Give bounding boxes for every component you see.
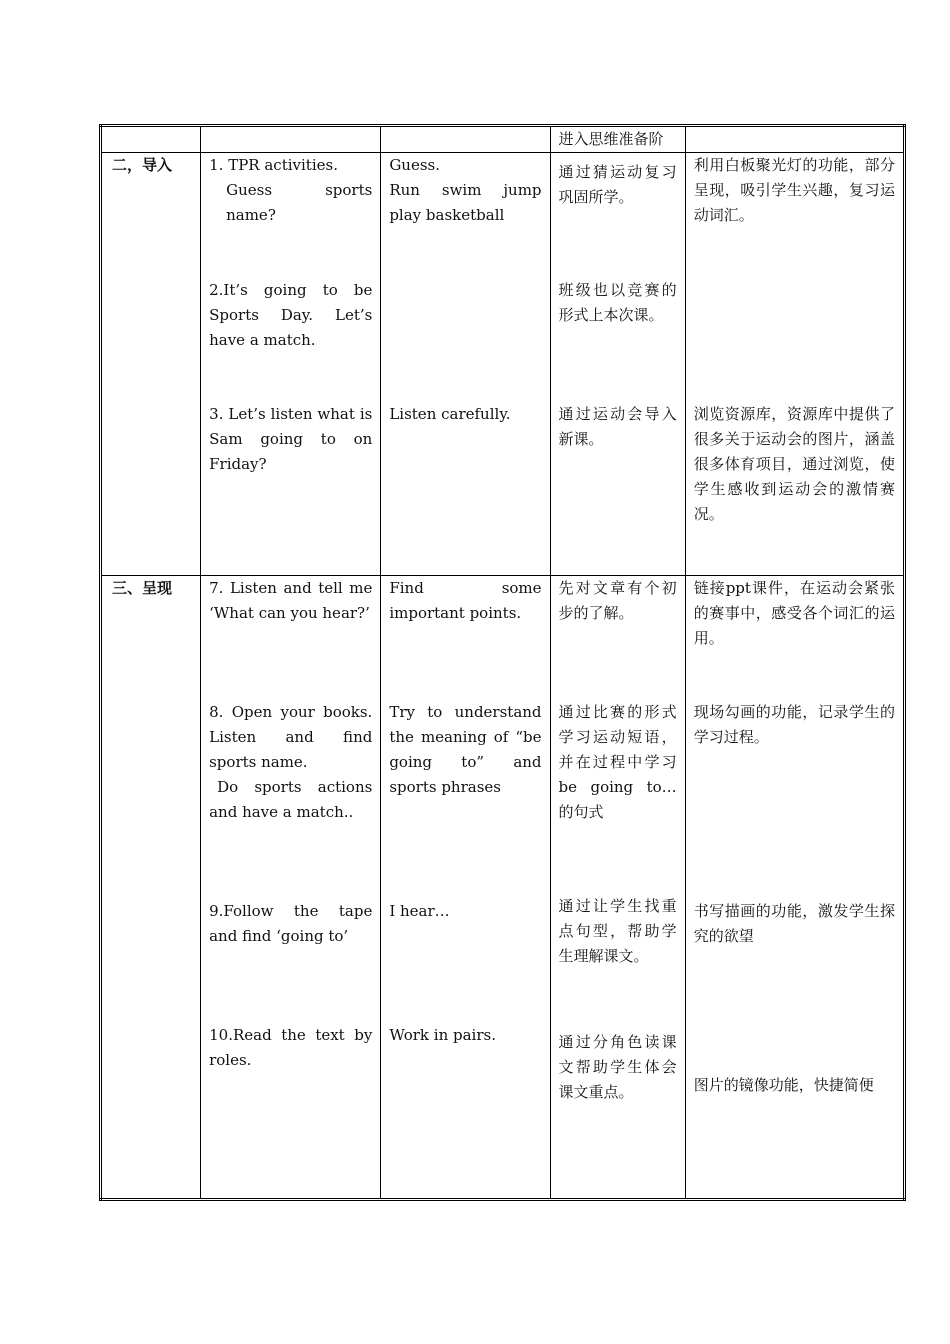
- student-text: Find some important points.: [389, 579, 542, 622]
- teacher-text: 2.It’s going to be Sports Day. Let’s have a match.: [209, 281, 373, 349]
- stage-label: 二，导入: [101, 153, 201, 576]
- purpose-text: 班级也以竞赛的形式上本次课。: [558, 281, 677, 324]
- media-text: 现场勾画的功能，记录学生的学习过程。: [693, 703, 895, 746]
- purpose-text: 通过让学生找重点句型，帮助学生理解课文。: [558, 897, 677, 965]
- purpose-text: 进入思维准备阶: [558, 130, 664, 148]
- teacher-text: 8. Open your books. Listen and find sports name.: [209, 703, 373, 771]
- purpose-text: 通过猜运动复习巩固所学。: [558, 163, 677, 206]
- purpose-cell: [550, 576, 685, 1200]
- table-cell: [381, 126, 550, 153]
- purpose-cell: [550, 153, 685, 576]
- table-row: [101, 576, 905, 1200]
- purpose-text: 通过比赛的形式学习运动短语，并在过程中学习be going to… 的句式: [558, 703, 677, 821]
- table-row: [101, 126, 905, 153]
- teacher-activity-cell: [201, 576, 381, 1200]
- student-text: Run swim jump play basketball: [389, 181, 542, 224]
- student-activity-cell: [381, 576, 550, 1200]
- purpose-text: 通过分角色读课文帮助学生体会课文重点。: [558, 1033, 677, 1101]
- media-cell: [685, 153, 904, 576]
- student-text: Listen carefully.: [389, 405, 511, 423]
- media-cell: [685, 576, 904, 1200]
- lesson-plan-table: [99, 124, 906, 1201]
- teacher-text: 3. Let’s listen what is Sam going to on Friday?: [209, 405, 373, 473]
- teacher-activity-cell: [201, 153, 381, 576]
- media-text: 书写描画的功能，激发学生探究的欲望: [693, 902, 895, 945]
- purpose-text: 通过运动会导入新课。: [558, 405, 677, 448]
- table-row: [101, 153, 905, 576]
- teacher-text: Guess sports name?: [226, 181, 373, 224]
- teacher-text: 9.Follow the tape and find ‘going to’: [209, 902, 373, 945]
- student-text: I hear…: [389, 902, 450, 920]
- teacher-text: 10.Read the text by roles.: [209, 1026, 373, 1069]
- student-text: Work in pairs.: [389, 1026, 496, 1044]
- purpose-text: 先对文章有个初步的了解。: [558, 579, 677, 622]
- media-text: 浏览资源库，资源库中提供了很多关于运动会的图片，涵盖很多体育项目，通过浏览，使学生感收到运动会的激情赛况。: [693, 405, 895, 523]
- student-activity-cell: [381, 153, 550, 576]
- teacher-text: 7. Listen and tell me ‘What can you hear?’: [209, 579, 373, 622]
- media-text: 链接ppt课件，在运动会紧张的赛事中，感受各个词汇的运用。: [693, 579, 895, 647]
- media-text: 利用白板聚光灯的功能，部分呈现，吸引学生兴趣，复习运动词汇。: [693, 156, 895, 224]
- teacher-text: Do sports actions and have a match..: [209, 778, 373, 821]
- media-text: 图片的镜像功能，快捷简便: [693, 1076, 874, 1094]
- stage-label: 三、呈现: [101, 576, 201, 1200]
- student-text: Try to understand the meaning of “be going to” and sports phrases: [389, 703, 542, 796]
- table-cell: [550, 126, 685, 153]
- student-text: Guess.: [389, 156, 441, 174]
- table-cell: [101, 126, 201, 153]
- table-cell: [685, 126, 904, 153]
- teacher-text: 1. TPR activities.: [209, 156, 338, 174]
- table-cell: [201, 126, 381, 153]
